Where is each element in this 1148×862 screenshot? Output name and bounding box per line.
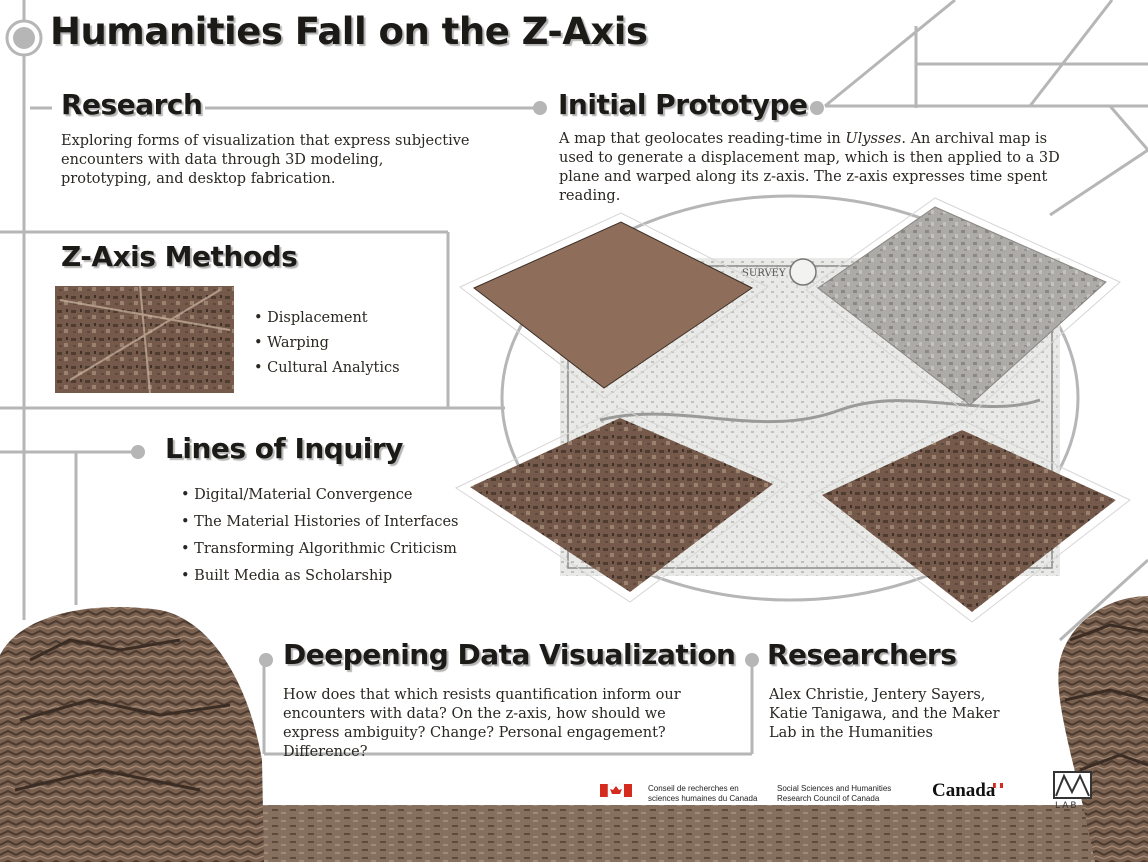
map-title-text: SURVEY bbox=[742, 268, 786, 279]
sshrc-french-line: Conseil de recherches en bbox=[648, 784, 739, 793]
methods-item: • Cultural Analytics bbox=[254, 356, 400, 381]
researchers-body: Alex Christie, Jentery Sayers, Katie Tanigawa, and the Maker Lab in the Humanities bbox=[769, 687, 1000, 741]
sshrc-english-line: Social Sciences and Humanities bbox=[777, 784, 892, 793]
sshrc-english-line: Research Council of Canada bbox=[777, 794, 880, 803]
deepening-body: How does that which resists quantification inform our encounters with data? On the z-axis, how should we express ambiguity? Change? Personal engagement? Difference? bbox=[283, 687, 681, 760]
prototype-body-start: A map that geolocates reading-time in bbox=[559, 131, 846, 147]
ulysses-title: Ulysses bbox=[845, 131, 902, 147]
poster-title: Humanities Fall on the Z-Axis bbox=[50, 10, 648, 53]
research-heading: Research bbox=[61, 88, 203, 121]
canada-wordmark: Canada bbox=[932, 780, 996, 801]
researchers-heading: Researchers bbox=[767, 638, 957, 671]
sshrc-french-line: sciences humaines du Canada bbox=[648, 794, 758, 803]
research-body: Exploring forms of visualization that express subjective encounters with data through 3D modeling, prototyping, and desktop fabrication. bbox=[61, 133, 470, 187]
sshrc-english-name bbox=[777, 784, 891, 804]
inquiry-item: • The Material Histories of Interfaces bbox=[181, 509, 458, 536]
sshrc-french-name bbox=[648, 784, 757, 804]
canada-flag-icon bbox=[600, 784, 632, 797]
prototype-heading: Initial Prototype bbox=[558, 88, 808, 121]
inquiry-heading: Lines of Inquiry bbox=[165, 432, 403, 465]
methods-item: • Displacement bbox=[254, 306, 400, 331]
methods-heading: Z-Axis Methods bbox=[61, 240, 298, 273]
methods-item: • Warping bbox=[254, 331, 400, 356]
methods-thumbnail bbox=[55, 286, 234, 393]
inquiry-item: • Digital/Material Convergence bbox=[181, 482, 458, 509]
prototype-body bbox=[559, 130, 1079, 206]
methods-list bbox=[254, 306, 400, 381]
inquiry-item: • Transforming Algorithmic Criticism bbox=[181, 536, 458, 563]
inquiry-item: • Built Media as Scholarship bbox=[181, 563, 458, 590]
inquiry-list bbox=[181, 482, 458, 590]
maker-lab-label: LAB bbox=[1055, 801, 1079, 811]
prototype-body-end: . An archival map is used to generate a displacement map, which is then applied to a 3D plane and warped along its z-axis. The z-axis expresses time spent reading. bbox=[559, 131, 1060, 204]
deepening-heading: Deepening Data Visualization bbox=[283, 638, 736, 671]
